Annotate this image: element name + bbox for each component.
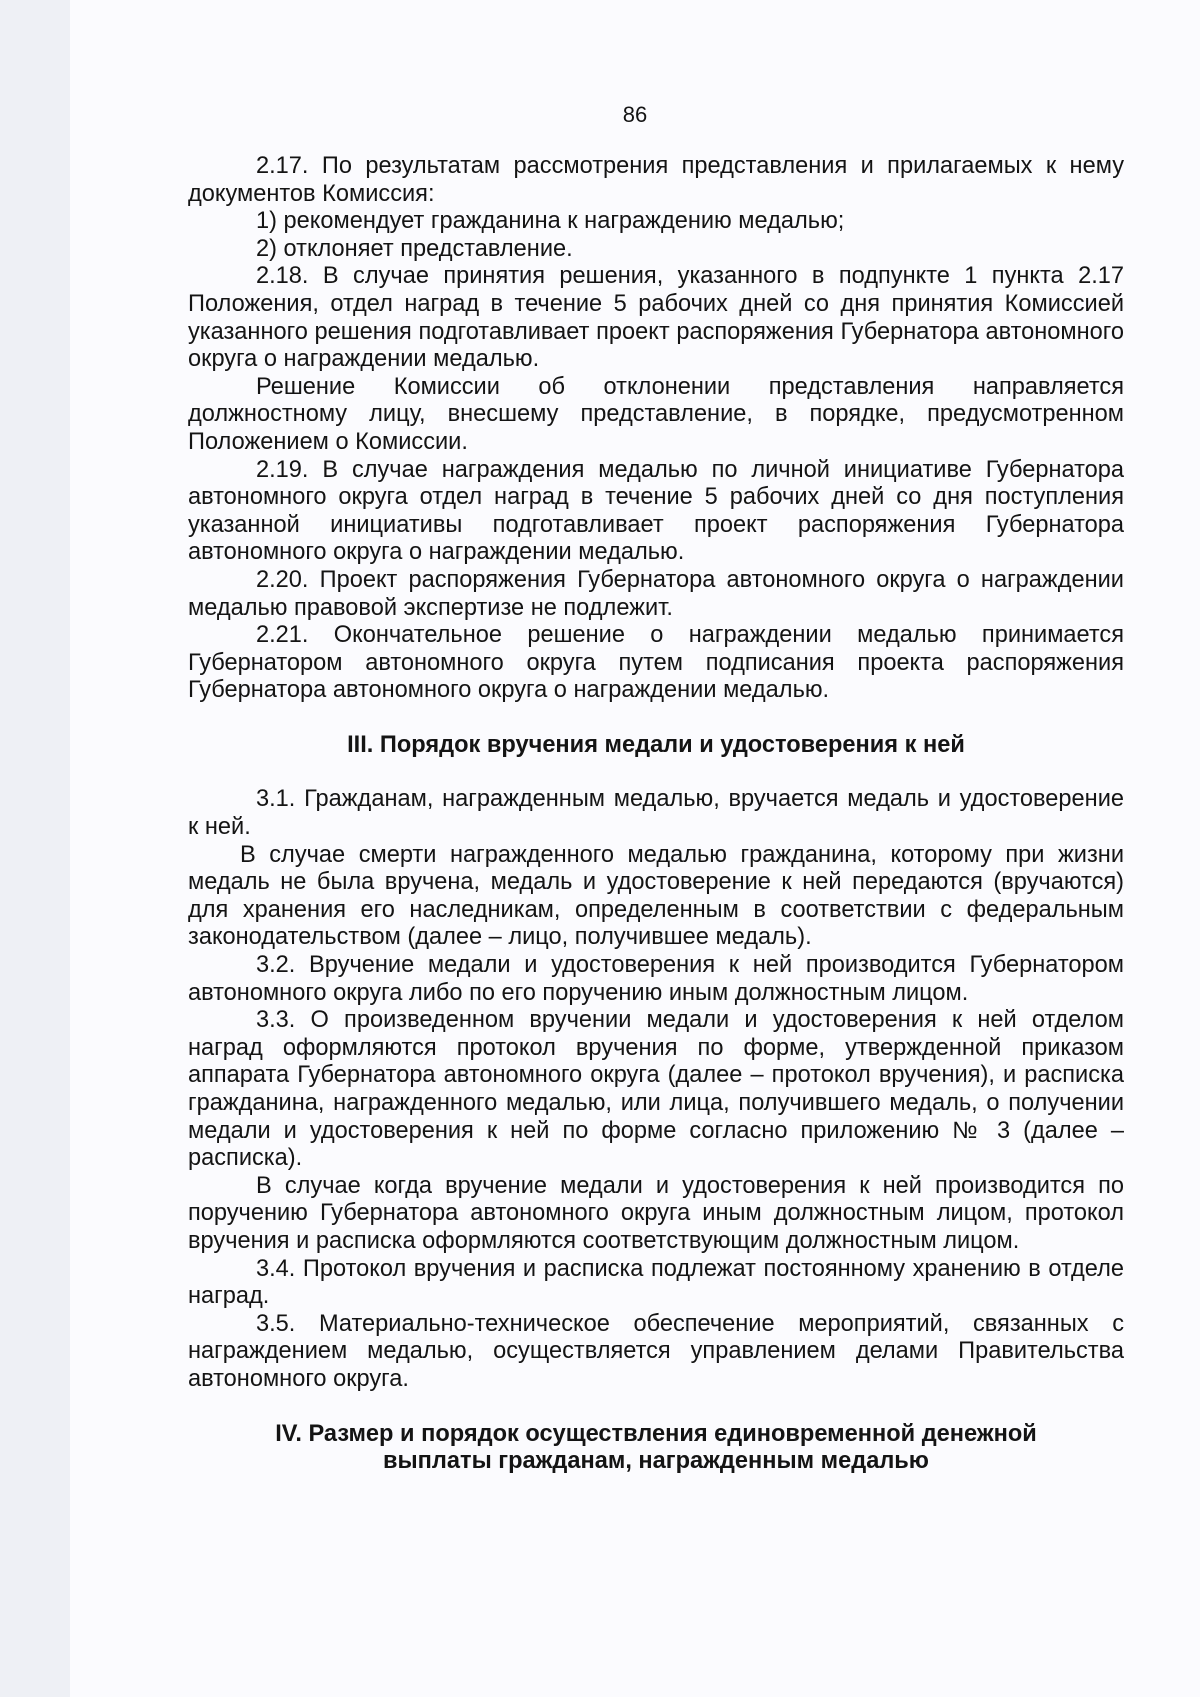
paragraph-3-4: 3.4. Протокол вручения и расписка подлежат постоянному хранению в отделе наград.	[188, 1255, 1124, 1310]
paragraph-3-3-delegated: В случае когда вручение медали и удостоверения к ней производится по поручению Губернатора автономного округа иным должностным лицом, протокол вручения и расписка оформляются соответствующим должностным лицом.	[188, 1172, 1124, 1254]
paragraph-2-19: 2.19. В случае награждения медалью по личной инициативе Губернатора автономного округа отдел наград в течение 5 рабочих дней со дня поступления указанной инициативы подготавливает проект распоряжения Губернатора автономного округа о награждении медалью.	[188, 456, 1124, 566]
paragraph-2-18-rejection: Решение Комиссии об отклонении представления направляется должностному лицу, внесшему представление, в порядке, предусмотренном Положением о Комиссии.	[188, 373, 1124, 455]
paragraph-3-1: 3.1. Гражданам, награжденным медалью, вручается медаль и удостоверение к ней.	[188, 786, 1124, 841]
paragraph-2-20: 2.20. Проект распоряжения Губернатора автономного округа о награждении медалью правовой экспертизе не подлежит.	[188, 566, 1124, 621]
section-4-heading	[188, 1421, 1124, 1476]
paragraph-3-5: 3.5. Материально-техническое обеспечение мероприятий, связанных с награждением медалью, осуществляется управлением делами Правительства автономного округа.	[188, 1310, 1124, 1392]
section-3-heading: III. Порядок вручения медали и удостоверения к ней	[347, 731, 965, 758]
paragraph-2-21: 2.21. Окончательное решение о награждении медалью принимается Губернатором автономного округа путем подписания проекта распоряжения Губернатора автономного округа о награждении медалью.	[188, 622, 1124, 704]
paragraph-2-18: 2.18. В случае принятия решения, указанного в подпункте 1 пункта 2.17 Положения, отдел наград в течение 5 рабочих дней со дня принятия Комиссией указанного решения подготавливает проект распоряжения Губернатора автономного округа о награждении медалью.	[188, 263, 1124, 373]
document-body	[188, 153, 1124, 1476]
paragraph-3-3: 3.3. О произведенном вручении медали и удостоверения к ней отделом наград оформляются протокол вручения по форме, утвержденной приказом аппарата Губернатора автономного округа (далее – протокол вручения), и расписка гражданина, награжденного медалью, или лица, получившего медаль, о получении медали и удостоверения к ней по форме согласно приложению № 3 (далее – расписка).	[188, 1007, 1124, 1172]
list-item-recommend: 1) рекомендует гражданина к награждению медалью;	[256, 208, 845, 235]
paragraph-3-2: 3.2. Вручение медали и удостоверения к ней производится Губернатором автономного округа либо по его поручению иным должностным лицом.	[188, 952, 1124, 1006]
paragraph-3-1-death: В случае смерти награжденного медалью гражданина, которому при жизни медаль не была вручена, медаль и удостоверение к ней передаются (вручаются) для хранения его наследникам, определенным в соответствии с федеральным законодательством (далее – лицо, получившее медаль).	[188, 841, 1124, 951]
page-number: 86	[622, 102, 648, 127]
section-4-heading-line-2: выплаты гражданам, награжденным медалью	[383, 1448, 929, 1475]
scan-margin	[0, 0, 70, 1697]
list-item-reject: 2) отклоняет представление.	[256, 235, 573, 262]
document-page	[70, 0, 1200, 1697]
section-4-heading-line-1: IV. Размер и порядок осуществления единовременной денежной	[275, 1420, 1037, 1447]
paragraph-2-17: 2.17. По результатам рассмотрения представления и прилагаемых к нему документов Комиссия:	[188, 153, 1124, 207]
